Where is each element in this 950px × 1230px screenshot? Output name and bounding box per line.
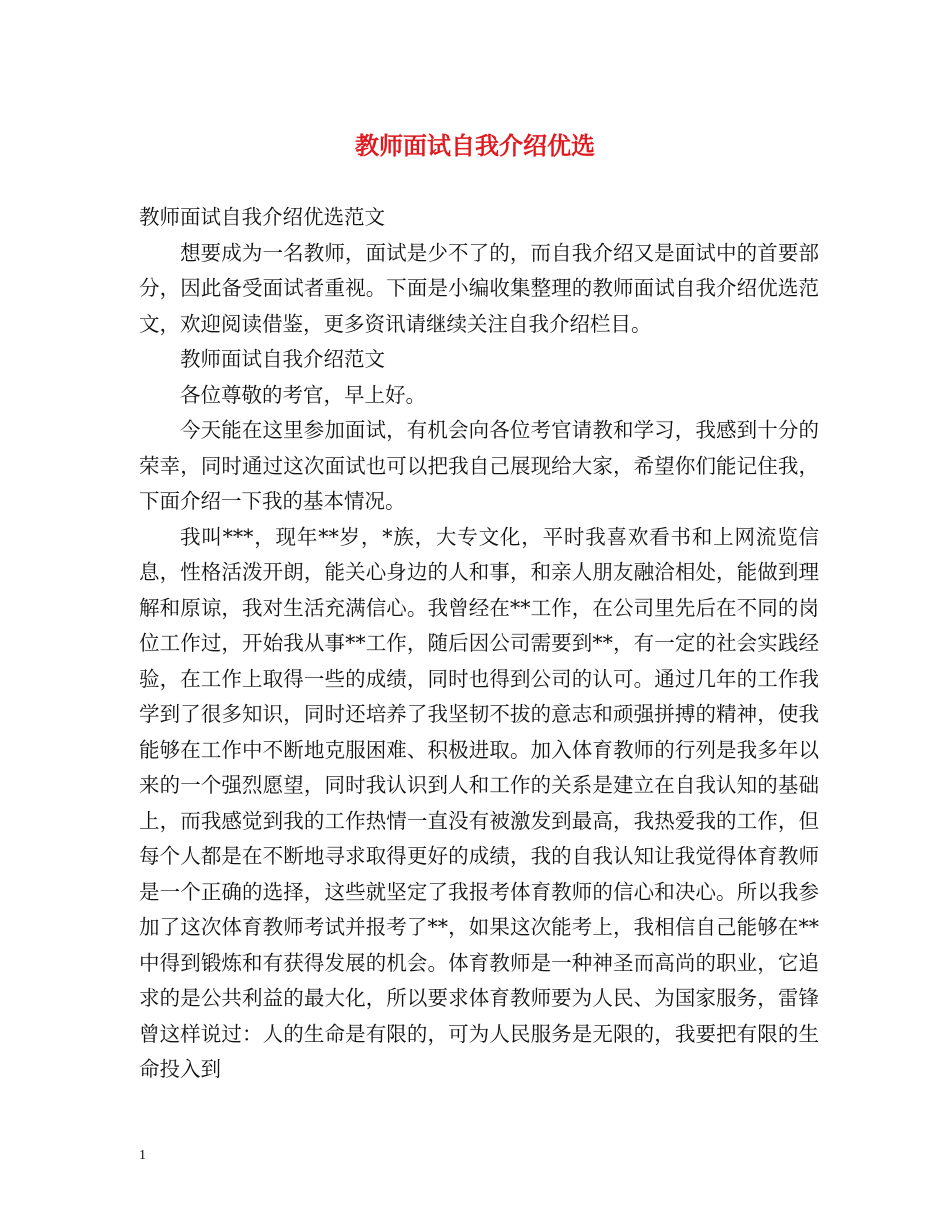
paragraph: 我叫***，现年**岁，*族，大专文化，平时我喜欢看书和上网流览信息，性格活泼开朗，能关心身边的人和事，和亲人朋友融洽相处，能做到理解和原谅，我对生活充满信心。我曾经在**工作，在公司里先后在不同的岗位工作过，开始我从事**工作，随后因公司需要到**，有一定的社会实践经验，在工作上取得一些的成绩，同时也得到公司的认可。通过几年的工作我学到了很多知识，同时还培养了我坚韧不拔的意志和顽强拼搏的精神，使我能够在工作中不断地克服困难、积极进取。加入体育教师的行列是我多年以来的一个强烈愿望，同时我认识到人和工作的关系是建立在自我认知的基础上，而我感觉到我的工作热情一直没有被激发到最高，我热爱我的工作，但每个人都是在不断地寻求取得更好的成绩，我的自我认知让我觉得体育教师是一个正确的选择，这些就坚定了我报考体育教师的信心和决心。所以我参加了这次体育教师考试并报考了**，如果这次能考上，我相信自己能够在**中得到锻炼和有获得发展的机会。体育教师是一种神圣而高尚的职业，它追求的是公共利益的最大化，所以要求体育教师要为人民、为国家服务，雷锋曾这样说过：人的生命是有限的，可为人民服务是无限的，我要把有限的生命投入到 — [139, 524, 819, 1081]
paragraph: 各位尊敬的考官，早上好。 — [180, 382, 426, 407]
page-number: 1 — [139, 1148, 146, 1163]
document-title: 教师面试自我介绍优选 — [355, 131, 595, 160]
paragraph: 今天能在这里参加面试，有机会向各位考官请教和学习，我感到十分的荣幸，同时通过这次面试也可以把我自己展现给大家，希望你们能记住我，下面介绍一下我的基本情况。 — [139, 418, 819, 513]
paragraph: 教师面试自我介绍优选范文 — [139, 205, 385, 229]
document-body — [139, 200, 819, 1088]
paragraph: 教师面试自我介绍范文 — [180, 347, 385, 371]
paragraph: 想要成为一名教师，面试是少不了的，而自我介绍又是面试中的首要部分，因此备受面试者重视。下面是小编收集整理的教师面试自我介绍优选范文，欢迎阅读借鉴，更多资讯请继续关注自我介绍栏目。 — [139, 240, 819, 336]
